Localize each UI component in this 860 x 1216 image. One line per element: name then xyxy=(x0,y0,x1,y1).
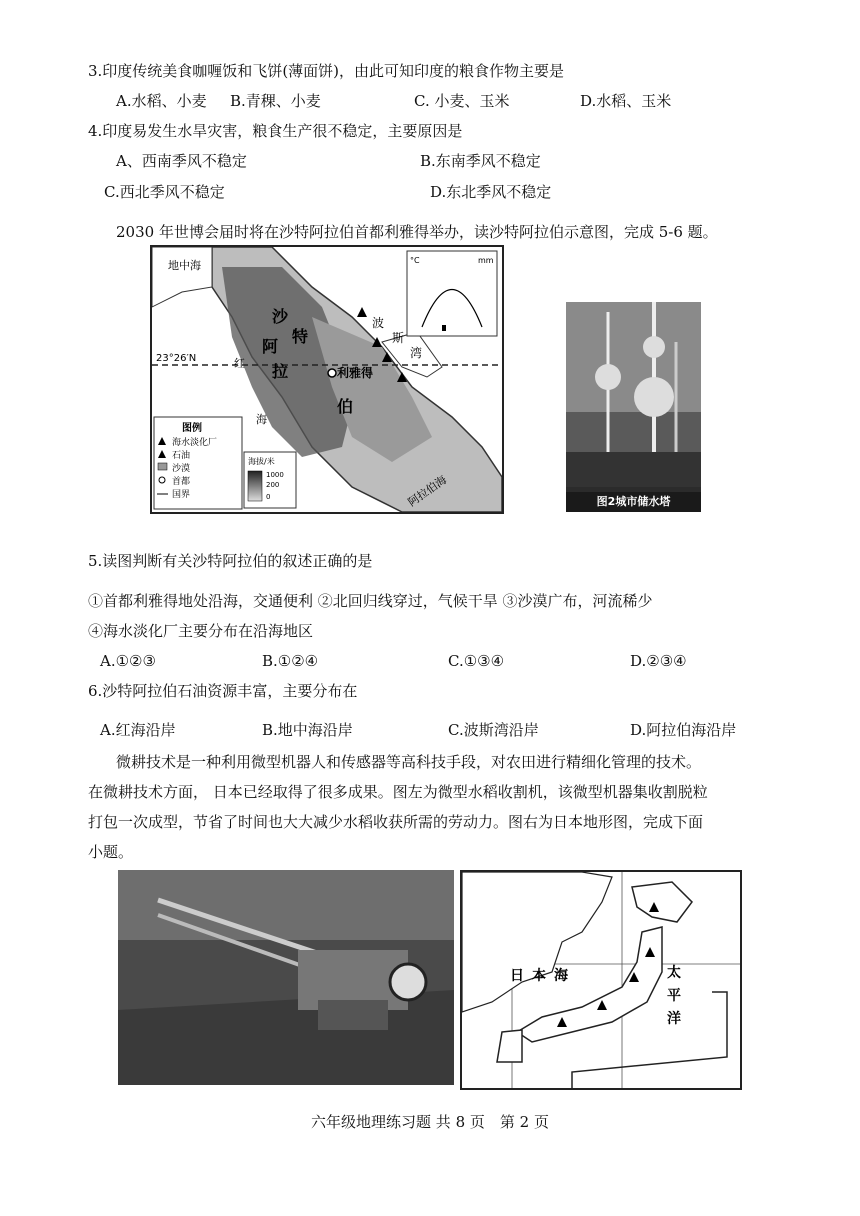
passage-line-4: 小题。 xyxy=(88,843,134,861)
q3-option-a: A.水稻、小麦 xyxy=(116,92,207,110)
japan-terrain-map xyxy=(460,870,742,1090)
country-char-3: 阿 xyxy=(262,337,279,356)
elevation-title: 海拔/米 xyxy=(248,457,275,466)
q6-option-c: C.波斯湾沿岸 xyxy=(448,721,539,739)
pacific-char-2: 平 xyxy=(667,988,681,1004)
legend-desert: 沙漠 xyxy=(172,464,191,474)
riyadh-label: 利雅得 xyxy=(337,366,374,380)
mediterranean-label: 地中海 xyxy=(168,259,201,272)
legend-title: 图例 xyxy=(182,423,202,434)
legend-oil: 石油 xyxy=(172,451,191,461)
legend-capital: 首都 xyxy=(172,477,191,487)
q5-option-d: D.②③④ xyxy=(630,652,687,670)
climate-temp-unit: °C xyxy=(410,256,420,265)
q6-option-a: A.红海沿岸 xyxy=(100,721,176,739)
country-char-5: 伯 xyxy=(337,397,354,416)
water-tower-image xyxy=(566,302,701,487)
q3-option-d: D.水稻、玉米 xyxy=(580,92,672,110)
elevation-tick-0: 0 xyxy=(266,493,271,501)
country-char-1: 沙 xyxy=(272,307,289,326)
legend-desalination: 海水淡化厂 xyxy=(172,438,218,448)
gulf-char-2: 斯 xyxy=(392,331,405,345)
q5-option-c: C.①③④ xyxy=(448,652,505,670)
q4-option-b: B.东南季风不稳定 xyxy=(420,152,541,170)
passage-line-2: 在微耕技术方面， 日本已经取得了很多成果。图左为微型水稻收割机，该微型机器集收割脱粒 xyxy=(88,783,708,801)
q4-option-c: C.西北季风不稳定 xyxy=(104,183,225,201)
q6-stem: 6.沙特阿拉伯石油资源丰富，主要分布在 xyxy=(88,682,358,700)
country-char-2: 特 xyxy=(292,327,309,346)
passage-line-3: 打包一次成型，节省了时间也大大减少水稻收获所需的劳动力。图右为日本地形图，完成下面 xyxy=(88,813,704,831)
q6-option-d: D.阿拉伯海沿岸 xyxy=(630,721,737,739)
q3-stem: 3.印度传统美食咖喱饭和飞饼(薄面饼)，由此可知印度的粮食作物主要是 xyxy=(88,62,565,80)
pacific-char-1: 太 xyxy=(667,965,681,981)
sea-of-japan-char-3: 海 xyxy=(554,968,568,984)
passage-line-1: 微耕技术是一种利用微型机器人和传感器等高科技手段，对农田进行精细化管理的技术。 xyxy=(116,753,702,771)
page-footer: 六年级地理练习题 共 8 页 第 2 页 xyxy=(311,1113,549,1131)
country-char-4: 拉 xyxy=(272,362,289,381)
oil-marker xyxy=(357,307,367,317)
sea-of-japan-char-1: 日 xyxy=(510,968,524,984)
q4-option-a: A、西南季风不稳定 xyxy=(116,152,247,170)
water-tower-caption: 图2城市储水塔 xyxy=(566,492,701,512)
latitude-label: 23°26′N xyxy=(156,353,197,364)
sea-of-japan-char-2: 本 xyxy=(532,968,546,984)
mediterranean-area xyxy=(152,247,212,307)
japan-map-svg xyxy=(462,872,740,1088)
capital-marker xyxy=(328,369,336,377)
intro-5-6: 2030 年世博会届时将在沙特阿拉伯首都利雅得举办，读沙特阿拉伯示意图，完成 5-6 题。 xyxy=(116,223,718,241)
red-sea-char-1: 红 xyxy=(234,357,245,370)
q5-stem: 5.读图判断有关沙特阿拉伯的叙述正确的是 xyxy=(88,552,373,570)
kyushu-island xyxy=(497,1030,522,1062)
q3-option-c: C. 小麦、玉米 xyxy=(414,92,510,110)
gulf-char-3: 湾 xyxy=(410,346,423,360)
pacific-char-3: 洋 xyxy=(667,1011,681,1027)
climate-precip-unit: mm xyxy=(478,256,494,265)
q6-option-b: B.地中海沿岸 xyxy=(262,721,353,739)
desert-legend-icon xyxy=(158,463,167,470)
q3-option-b: B.青稞、小麦 xyxy=(230,92,321,110)
precipitation-bar xyxy=(442,325,446,331)
mainland-asia-coast xyxy=(462,872,612,1012)
hokkaido-island xyxy=(632,882,692,922)
gulf-char-1: 波 xyxy=(372,316,385,330)
water-tower-photo xyxy=(566,302,701,512)
legend-border: 国界 xyxy=(172,490,191,500)
q5-option-a: A.①②③ xyxy=(100,652,156,670)
elevation-tick-1000: 1000 xyxy=(266,471,284,479)
q5-statements-1: ①首都利雅得地处沿海，交通便利 ②北回归线穿过，气候干旱 ③沙漠广布，河流稀少 xyxy=(88,592,653,610)
q5-statements-2: ④海水淡化厂主要分布在沿海地区 xyxy=(88,622,314,640)
capital-legend-icon xyxy=(159,477,165,483)
harvester-image xyxy=(118,870,454,1085)
elevation-scale-bar xyxy=(248,471,262,501)
arabian-sea-label: 阿拉伯海 xyxy=(405,473,450,510)
q4-option-d: D.东北季风不稳定 xyxy=(430,183,552,201)
saudi-map-svg xyxy=(152,247,502,512)
red-sea-char-2: 海 xyxy=(256,413,267,426)
saudi-arabia-map xyxy=(150,245,504,514)
elevation-tick-200: 200 xyxy=(266,481,280,489)
q4-stem: 4.印度易发生水旱灾害，粮食生产很不稳定，主要原因是 xyxy=(88,122,463,140)
rice-harvester-photo xyxy=(118,870,454,1085)
q5-option-b: B.①②④ xyxy=(262,652,319,670)
